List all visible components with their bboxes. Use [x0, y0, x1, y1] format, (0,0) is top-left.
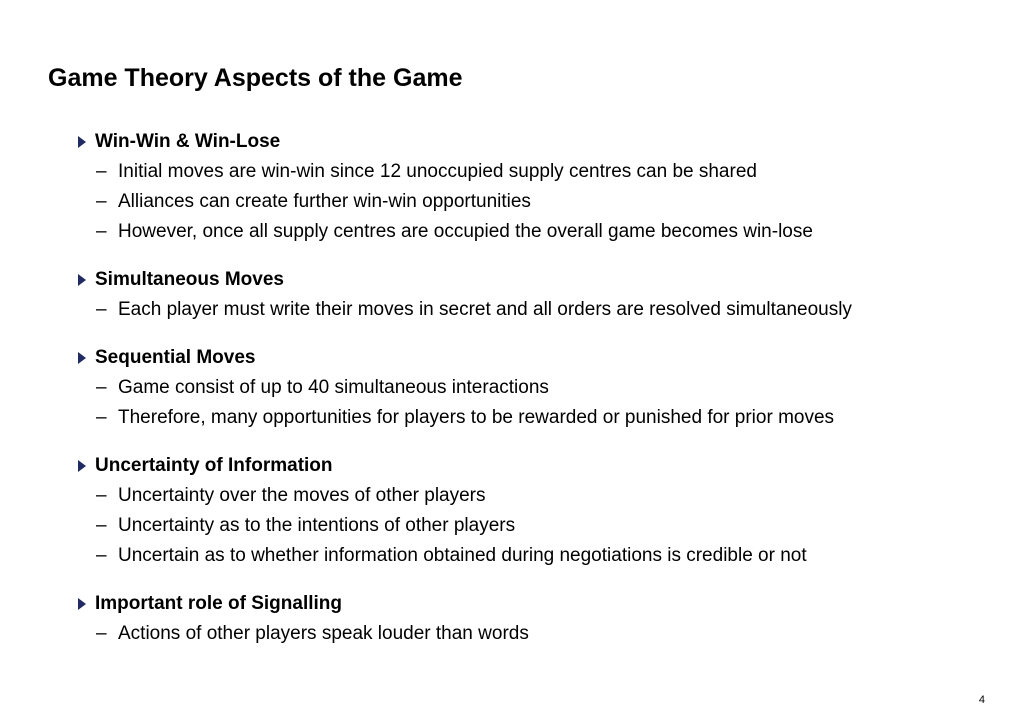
- sub-bullet-item: [78, 157, 1008, 187]
- en-dash-bullet: –: [96, 623, 107, 644]
- en-dash-bullet: –: [96, 299, 107, 320]
- en-dash-bullet: –: [96, 161, 107, 182]
- sub-bullet-item: [78, 481, 1008, 511]
- sub-bullet-text: Alliances can create further win-win opportunities: [118, 191, 531, 212]
- section-sequential-moves: [78, 343, 1008, 433]
- section-heading: Important role of Signalling: [95, 593, 342, 614]
- sub-bullet-text: Each player must write their moves in secret and all orders are resolved simultaneously: [118, 299, 852, 320]
- section-heading: Win-Win & Win-Lose: [95, 131, 281, 152]
- triangle-right-icon: [78, 460, 95, 472]
- en-dash-bullet: –: [96, 545, 107, 566]
- section-simultaneous-moves: [78, 265, 1008, 325]
- en-dash-bullet: –: [96, 191, 107, 212]
- sub-bullet-item: [78, 619, 1008, 649]
- sub-bullet-text: Uncertainty as to the intentions of other players: [118, 515, 516, 536]
- triangle-right-icon: [78, 352, 95, 364]
- section-heading-row: [78, 451, 1008, 481]
- page-number: 4: [978, 694, 985, 706]
- bullet-sections: [78, 127, 1008, 667]
- sub-bullet-item: [78, 511, 1008, 541]
- section-signalling: [78, 589, 1008, 649]
- triangle-right-icon: [78, 598, 95, 610]
- section-heading-row: [78, 589, 1008, 619]
- sub-bullet-item: [78, 295, 1008, 325]
- sub-bullet-text: Uncertain as to whether information obtained during negotiations is credible or not: [118, 545, 807, 566]
- sub-bullet-item: [78, 373, 1008, 403]
- sub-bullet-text: Actions of other players speak louder than words: [118, 623, 529, 644]
- sub-bullet-item: [78, 403, 1008, 433]
- sub-bullet-item: [78, 187, 1008, 217]
- en-dash-bullet: –: [96, 377, 107, 398]
- section-uncertainty-of-information: [78, 451, 1008, 571]
- triangle-right-icon: [78, 136, 95, 148]
- section-win-win: [78, 127, 1008, 247]
- sub-bullet-text: Uncertainty over the moves of other players: [118, 485, 486, 506]
- en-dash-bullet: –: [96, 221, 107, 242]
- section-heading-row: [78, 127, 1008, 157]
- sub-bullet-text: Game consist of up to 40 simultaneous interactions: [118, 377, 549, 398]
- sub-bullet-text: Initial moves are win-win since 12 unoccupied supply centres can be shared: [118, 161, 757, 182]
- en-dash-bullet: –: [96, 407, 107, 428]
- section-heading-row: [78, 265, 1008, 295]
- slide-title: Game Theory Aspects of the Game: [48, 64, 463, 92]
- sub-bullet-item: [78, 217, 1008, 247]
- section-heading: Sequential Moves: [95, 347, 256, 368]
- sub-bullet-text: However, once all supply centres are occupied the overall game becomes win-lose: [118, 221, 813, 242]
- en-dash-bullet: –: [96, 515, 107, 536]
- section-heading: Uncertainty of Information: [95, 455, 333, 476]
- section-heading-row: [78, 343, 1008, 373]
- sub-bullet-item: [78, 541, 1008, 571]
- en-dash-bullet: –: [96, 485, 107, 506]
- triangle-right-icon: [78, 274, 95, 286]
- section-heading: Simultaneous Moves: [95, 269, 284, 290]
- sub-bullet-text: Therefore, many opportunities for players to be rewarded or punished for prior moves: [118, 407, 835, 428]
